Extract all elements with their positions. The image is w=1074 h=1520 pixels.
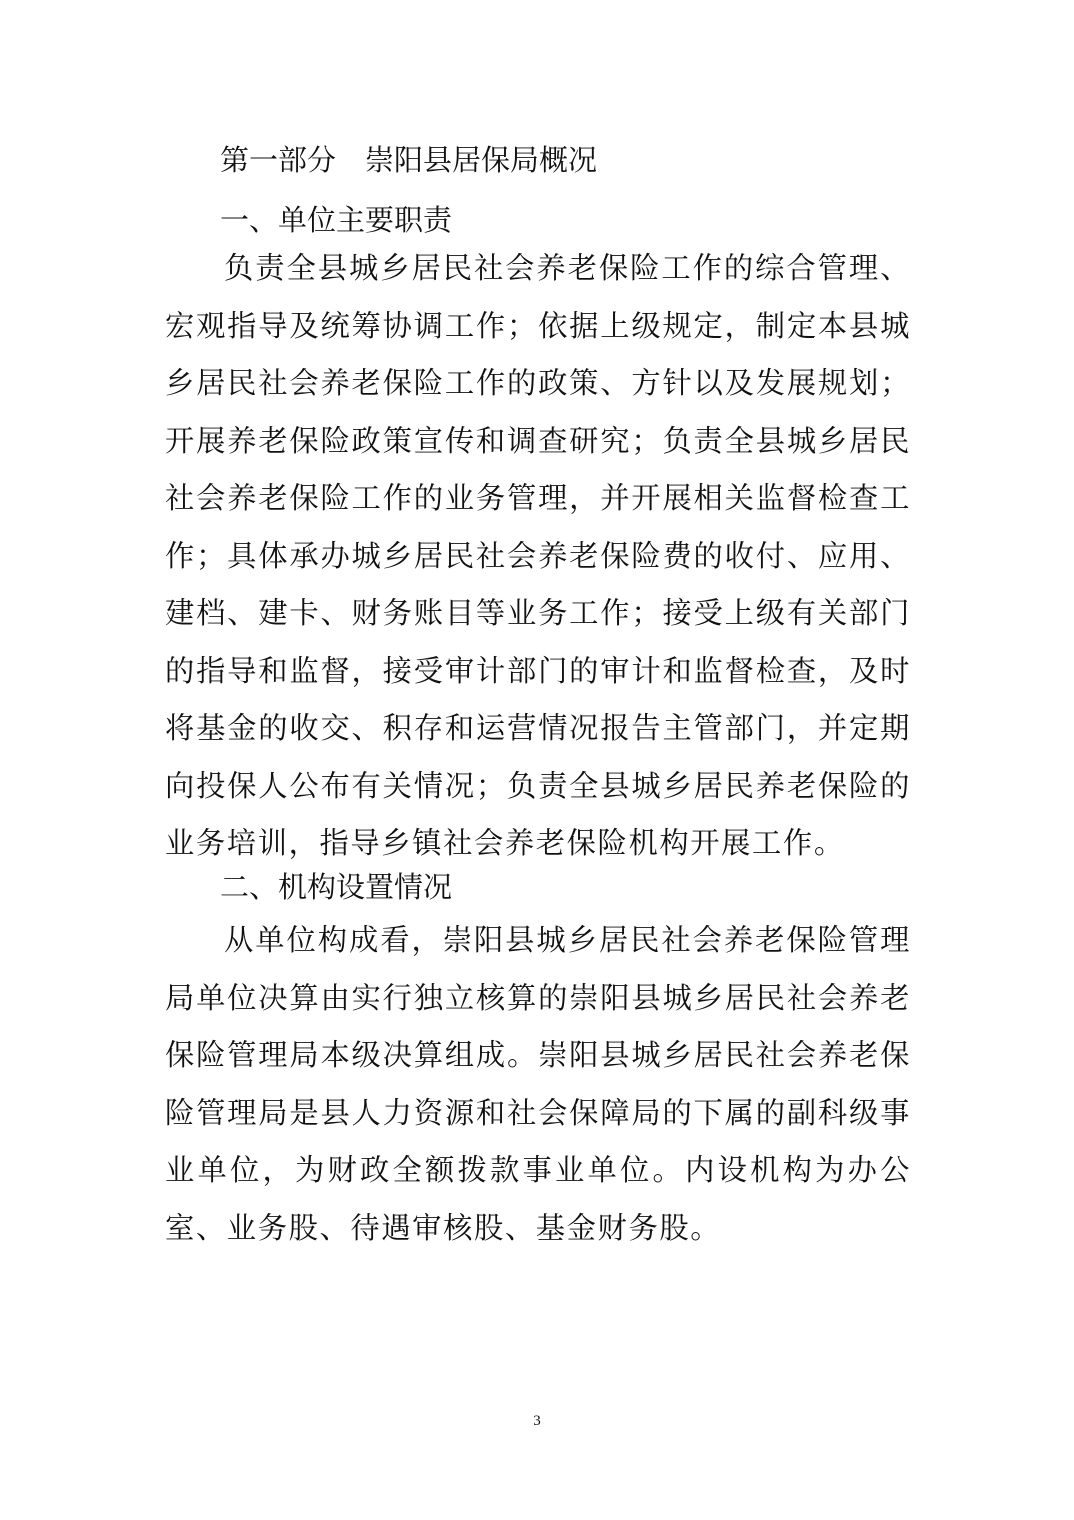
part-title: 第一部分 崇阳县居保局概况 <box>220 143 598 177</box>
section-heading-duties: 一、单位主要职责 <box>220 203 453 237</box>
section-paragraph-duties: 负责全县城乡居民社会养老保险工作的综合管理、宏观指导及统筹协调工作；依据上级规定，制定本县城乡居民社会养老保险工作的政策、方针以及发展规划；开展养老保险政策宣传和调查研究；负责全县城乡居民社会养老保险工作的业务管理，并开展相关监督检查工作；具体承办城乡居民社会养老保险费的收付、应用、建档、建卡、财务账目等业务工作；接受上级有关部门的指导和监督，接受审计部门的审计和监督检查，及时将基金的收交、积存和运营情况报告主管部门，并定期向投保人公布有关情况；负责全县城乡居民养老保险的业务培训，指导乡镇社会养老保险机构开展工作。 <box>165 251 911 860</box>
section-paragraph-organization: 从单位构成看，崇阳县城乡居民社会养老保险管理局单位决算由实行独立核算的崇阳县城乡居民社会养老保险管理局本级决算组成。崇阳县城乡居民社会养老保险管理局是县人力资源和社会保障局的下属的副科级事业单位，为财政全额拨款事业单位。内设机构为办公室、业务股、待遇审核股、基金财务股。 <box>165 923 911 1245</box>
page-number: 3 <box>533 1413 541 1429</box>
section-heading-organization: 二、机构设置情况 <box>220 870 453 904</box>
